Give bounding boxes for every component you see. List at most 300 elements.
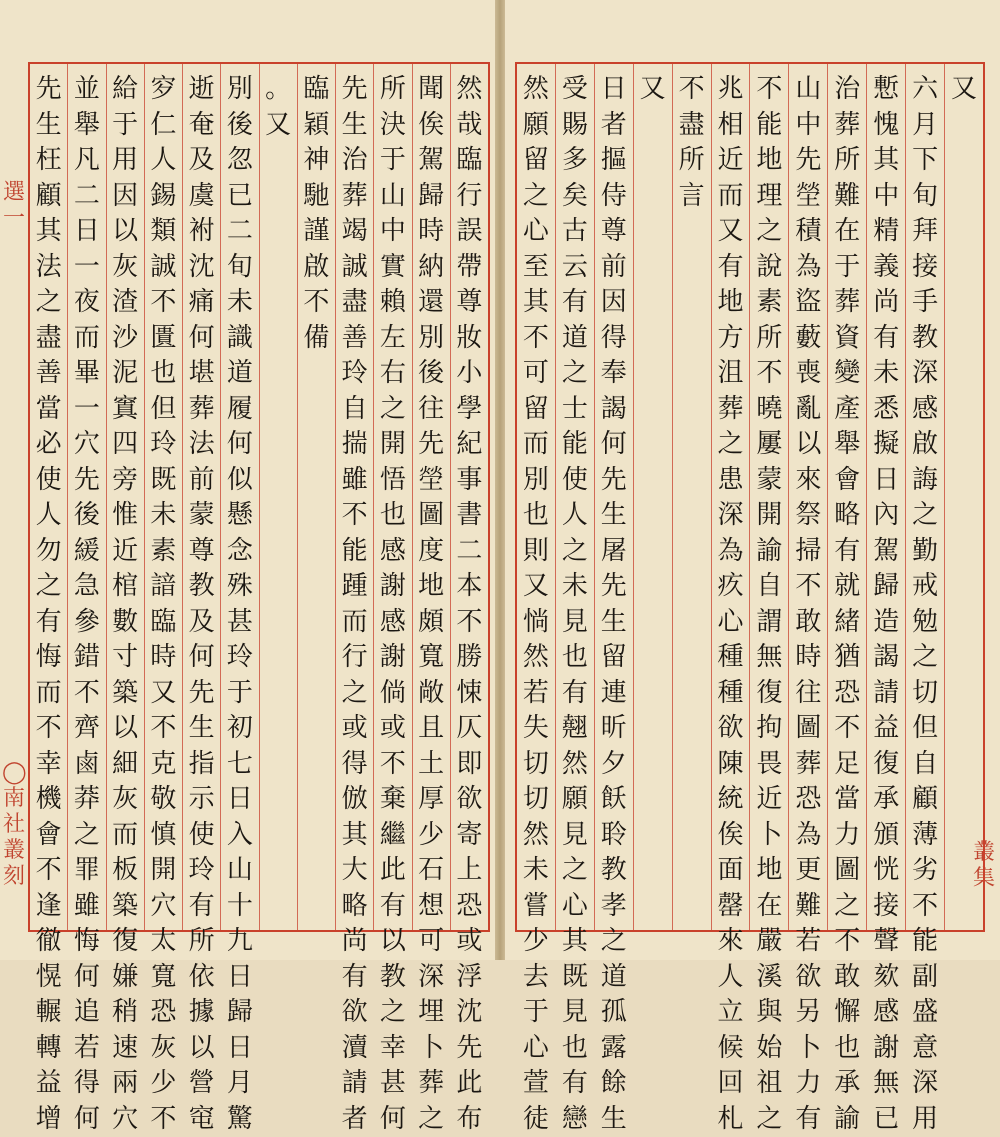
character: 有 bbox=[718, 250, 744, 286]
text-column bbox=[67, 64, 105, 930]
character: 相 bbox=[718, 108, 744, 144]
character: 逝 bbox=[189, 72, 215, 108]
character: 勤 bbox=[912, 534, 938, 570]
character: 顧 bbox=[36, 179, 62, 215]
character: 還 bbox=[418, 285, 444, 321]
character: 來 bbox=[718, 924, 744, 960]
character: 營 bbox=[189, 1066, 215, 1102]
margin-character: 南 bbox=[2, 786, 26, 812]
character: 機 bbox=[36, 782, 62, 818]
character: 摳 bbox=[601, 143, 627, 179]
character: 既 bbox=[150, 463, 176, 499]
character: 日 bbox=[227, 960, 253, 996]
character: 于 bbox=[523, 995, 549, 1031]
character: 足 bbox=[834, 747, 860, 783]
character: 在 bbox=[756, 889, 782, 925]
left-margin-imprint bbox=[2, 760, 26, 890]
character: 素 bbox=[756, 285, 782, 321]
character: 以 bbox=[112, 711, 138, 747]
character: 昕 bbox=[601, 711, 627, 747]
character: 入 bbox=[227, 818, 253, 854]
character: 得 bbox=[601, 321, 627, 357]
character: 倘 bbox=[380, 676, 406, 712]
character: 指 bbox=[189, 747, 215, 783]
character: 尚 bbox=[873, 285, 899, 321]
character: 備 bbox=[303, 321, 329, 357]
character: 一 bbox=[74, 392, 100, 428]
character: 感 bbox=[873, 995, 899, 1031]
character: 神 bbox=[303, 143, 329, 179]
character: 所 bbox=[189, 924, 215, 960]
character: 誠 bbox=[150, 250, 176, 286]
character: 奉 bbox=[601, 356, 627, 392]
character: 心 bbox=[523, 1031, 549, 1067]
character: 用 bbox=[112, 143, 138, 179]
character: 匱 bbox=[150, 321, 176, 357]
character: 又 bbox=[523, 569, 549, 605]
character: 葬 bbox=[342, 179, 368, 215]
text-column bbox=[373, 64, 411, 930]
character: 已 bbox=[227, 179, 253, 215]
character: 浮 bbox=[456, 960, 482, 996]
character: 然 bbox=[523, 640, 549, 676]
character: 生 bbox=[189, 711, 215, 747]
margin-character: ◯ bbox=[2, 760, 26, 786]
character: 不 bbox=[74, 676, 100, 712]
character: 地 bbox=[756, 143, 782, 179]
character: 先 bbox=[601, 463, 627, 499]
character: 使 bbox=[36, 463, 62, 499]
character: 更 bbox=[795, 853, 821, 889]
character: 依 bbox=[189, 960, 215, 996]
character: 不 bbox=[834, 711, 860, 747]
character: 敢 bbox=[795, 605, 821, 641]
character: 有 bbox=[189, 889, 215, 925]
character: 深 bbox=[912, 1066, 938, 1102]
character: 築 bbox=[112, 889, 138, 925]
character: 可 bbox=[523, 356, 549, 392]
character: 盛 bbox=[912, 995, 938, 1031]
character: 即 bbox=[456, 747, 482, 783]
character: 且 bbox=[418, 711, 444, 747]
character: 之 bbox=[523, 179, 549, 215]
character: 尊 bbox=[456, 285, 482, 321]
character: 小 bbox=[456, 356, 482, 392]
character: 近 bbox=[756, 782, 782, 818]
character: 本 bbox=[456, 569, 482, 605]
text-column bbox=[220, 64, 258, 930]
character: 穴 bbox=[74, 427, 100, 463]
character: 之 bbox=[912, 640, 938, 676]
character: 或 bbox=[342, 711, 368, 747]
margin-character: 集 bbox=[972, 866, 996, 892]
character: 卜 bbox=[418, 1031, 444, 1067]
character: 若 bbox=[74, 1031, 100, 1067]
character: 連 bbox=[601, 676, 627, 712]
margin-character: 一 bbox=[2, 206, 26, 232]
character: 不 bbox=[456, 605, 482, 641]
character: 又 bbox=[951, 72, 977, 108]
character: 能 bbox=[912, 924, 938, 960]
character: 所 bbox=[834, 143, 860, 179]
character: 近 bbox=[718, 143, 744, 179]
character: 于 bbox=[380, 143, 406, 179]
character: 九 bbox=[227, 924, 253, 960]
left-text-frame bbox=[28, 62, 490, 932]
character: 六 bbox=[912, 72, 938, 108]
character: 教 bbox=[380, 960, 406, 996]
character: 謹 bbox=[303, 214, 329, 250]
character: 者 bbox=[342, 1102, 368, 1137]
character: 嚴 bbox=[756, 924, 782, 960]
character: 誨 bbox=[912, 463, 938, 499]
character: 統 bbox=[718, 782, 744, 818]
character: 時 bbox=[418, 214, 444, 250]
character: 則 bbox=[523, 534, 549, 570]
text-column bbox=[944, 64, 983, 930]
character: 不 bbox=[380, 747, 406, 783]
character: 開 bbox=[756, 498, 782, 534]
character: 而 bbox=[342, 605, 368, 641]
character: 別 bbox=[523, 463, 549, 499]
character: 中 bbox=[795, 108, 821, 144]
character: 治 bbox=[342, 143, 368, 179]
text-column bbox=[866, 64, 905, 930]
character: 輾 bbox=[36, 995, 62, 1031]
character: 有 bbox=[380, 889, 406, 925]
character: 未 bbox=[873, 356, 899, 392]
character: 盡 bbox=[679, 108, 705, 144]
character: 別 bbox=[227, 72, 253, 108]
character: 葬 bbox=[718, 392, 744, 428]
character: 盜 bbox=[795, 285, 821, 321]
character: 承 bbox=[834, 1066, 860, 1102]
character: 不 bbox=[912, 889, 938, 925]
character: 賴 bbox=[380, 285, 406, 321]
character: 之 bbox=[718, 427, 744, 463]
character: 見 bbox=[562, 995, 588, 1031]
character: 無 bbox=[756, 640, 782, 676]
character: 猶 bbox=[834, 640, 860, 676]
character: 以 bbox=[795, 427, 821, 463]
character: 然 bbox=[456, 72, 482, 108]
text-column bbox=[672, 64, 711, 930]
character: 甚 bbox=[380, 1066, 406, 1102]
character: 堪 bbox=[189, 356, 215, 392]
character: 此 bbox=[456, 1066, 482, 1102]
character: 教 bbox=[189, 569, 215, 605]
character: 慙 bbox=[873, 72, 899, 108]
character: 地 bbox=[718, 285, 744, 321]
character: 雖 bbox=[342, 463, 368, 499]
character: 深 bbox=[718, 498, 744, 534]
text-column bbox=[335, 64, 373, 930]
character: 勝 bbox=[456, 640, 482, 676]
character: 徹 bbox=[36, 924, 62, 960]
character: 人 bbox=[562, 498, 588, 534]
character: 接 bbox=[873, 889, 899, 925]
character: 穎 bbox=[303, 108, 329, 144]
character: 玲 bbox=[189, 853, 215, 889]
character: 舉 bbox=[74, 108, 100, 144]
character: 能 bbox=[342, 534, 368, 570]
character: 欲 bbox=[456, 782, 482, 818]
character: 敢 bbox=[834, 960, 860, 996]
character: 陳 bbox=[718, 747, 744, 783]
character: 歸 bbox=[418, 179, 444, 215]
character: 少 bbox=[523, 924, 549, 960]
character: 謝 bbox=[873, 1031, 899, 1067]
text-column bbox=[106, 64, 144, 930]
character: 有 bbox=[562, 285, 588, 321]
character: 寬 bbox=[150, 960, 176, 996]
character: 藪 bbox=[795, 321, 821, 357]
character: 日 bbox=[227, 782, 253, 818]
character: 欲 bbox=[342, 995, 368, 1031]
character: 若 bbox=[523, 676, 549, 712]
character: 履 bbox=[227, 392, 253, 428]
text-column bbox=[633, 64, 672, 930]
character: 葬 bbox=[834, 285, 860, 321]
character: 之 bbox=[562, 853, 588, 889]
character: 幸 bbox=[36, 747, 62, 783]
character: 開 bbox=[150, 853, 176, 889]
character: 追 bbox=[74, 995, 100, 1031]
character: 數 bbox=[112, 605, 138, 641]
character: 山 bbox=[227, 853, 253, 889]
character: 深 bbox=[912, 356, 938, 392]
character: 納 bbox=[418, 250, 444, 286]
right-text-frame bbox=[515, 62, 985, 932]
character: 罄 bbox=[718, 889, 744, 925]
character: 事 bbox=[456, 463, 482, 499]
character: 其 bbox=[873, 143, 899, 179]
character: 歸 bbox=[873, 569, 899, 605]
character: 盡 bbox=[342, 285, 368, 321]
character: 為 bbox=[795, 818, 821, 854]
character: 生 bbox=[601, 498, 627, 534]
character: 尊 bbox=[601, 214, 627, 250]
character: 心 bbox=[718, 605, 744, 641]
character: 地 bbox=[756, 853, 782, 889]
character: 來 bbox=[795, 463, 821, 499]
character: 掃 bbox=[795, 534, 821, 570]
character: 所 bbox=[756, 321, 782, 357]
character: 恐 bbox=[456, 889, 482, 925]
character: 誠 bbox=[342, 250, 368, 286]
character: 念 bbox=[227, 534, 253, 570]
character: 山 bbox=[380, 179, 406, 215]
character: 倣 bbox=[342, 782, 368, 818]
character: 何 bbox=[189, 321, 215, 357]
character: 屢 bbox=[756, 427, 782, 463]
character: 但 bbox=[150, 392, 176, 428]
character: 而 bbox=[718, 179, 744, 215]
character: 未 bbox=[150, 498, 176, 534]
character: 二 bbox=[456, 534, 482, 570]
character: 素 bbox=[150, 534, 176, 570]
character: 產 bbox=[834, 392, 860, 428]
character: 必 bbox=[36, 427, 62, 463]
character: 少 bbox=[150, 1066, 176, 1102]
character: 不 bbox=[36, 853, 62, 889]
character: 然 bbox=[523, 72, 549, 108]
text-column bbox=[905, 64, 944, 930]
character: 回 bbox=[718, 1066, 744, 1102]
character: 切 bbox=[912, 676, 938, 712]
character: 仄 bbox=[456, 711, 482, 747]
character: 塋 bbox=[795, 179, 821, 215]
character: 賜 bbox=[562, 108, 588, 144]
character: 謝 bbox=[380, 640, 406, 676]
character: 兩 bbox=[112, 1066, 138, 1102]
character: 露 bbox=[601, 1031, 627, 1067]
character: 理 bbox=[756, 179, 782, 215]
character: 哉 bbox=[456, 108, 482, 144]
character: 虞 bbox=[189, 179, 215, 215]
character: 諭 bbox=[756, 534, 782, 570]
character: 既 bbox=[562, 960, 588, 996]
character: 後 bbox=[227, 108, 253, 144]
character: 劣 bbox=[912, 853, 938, 889]
character: 云 bbox=[562, 250, 588, 286]
character: 喪 bbox=[795, 356, 821, 392]
character: 何 bbox=[227, 427, 253, 463]
character: 請 bbox=[342, 1066, 368, 1102]
character: 之 bbox=[380, 392, 406, 428]
character: 當 bbox=[834, 782, 860, 818]
character: 之 bbox=[912, 498, 938, 534]
text-column bbox=[30, 64, 67, 930]
character: 先 bbox=[74, 463, 100, 499]
character: 先 bbox=[36, 72, 62, 108]
character: 生 bbox=[601, 605, 627, 641]
character: 少 bbox=[418, 818, 444, 854]
character: 何 bbox=[189, 640, 215, 676]
character: 受 bbox=[562, 72, 588, 108]
character: 盡 bbox=[36, 321, 62, 357]
character: 當 bbox=[36, 392, 62, 428]
character: 見 bbox=[562, 818, 588, 854]
character: 益 bbox=[36, 1066, 62, 1102]
character: 言 bbox=[679, 179, 705, 215]
character: 忽 bbox=[227, 143, 253, 179]
text-column bbox=[749, 64, 788, 930]
text-column bbox=[412, 64, 450, 930]
character: 日 bbox=[74, 214, 100, 250]
character: 略 bbox=[834, 498, 860, 534]
character: 感 bbox=[380, 534, 406, 570]
character: 揣 bbox=[342, 427, 368, 463]
character: 寬 bbox=[418, 640, 444, 676]
character: 願 bbox=[523, 108, 549, 144]
character: 至 bbox=[523, 250, 549, 286]
character: 之 bbox=[36, 569, 62, 605]
character: 往 bbox=[795, 676, 821, 712]
character: 沮 bbox=[718, 356, 744, 392]
character: 鹵 bbox=[74, 747, 100, 783]
character: 悚 bbox=[456, 676, 482, 712]
character: 不 bbox=[834, 924, 860, 960]
book-gutter bbox=[495, 0, 505, 960]
character: 也 bbox=[562, 1031, 588, 1067]
character: 留 bbox=[523, 143, 549, 179]
character: 尚 bbox=[342, 924, 368, 960]
character: 頗 bbox=[418, 605, 444, 641]
character: 以 bbox=[380, 924, 406, 960]
character: 七 bbox=[227, 747, 253, 783]
character: 棄 bbox=[380, 782, 406, 818]
character: 齊 bbox=[74, 711, 100, 747]
character: 葬 bbox=[418, 1066, 444, 1102]
character: 布 bbox=[456, 1102, 482, 1137]
character: 寸 bbox=[112, 640, 138, 676]
character: 留 bbox=[601, 640, 627, 676]
character: 懈 bbox=[834, 995, 860, 1031]
character: 擬 bbox=[873, 427, 899, 463]
character: 夕 bbox=[601, 747, 627, 783]
character: 會 bbox=[834, 463, 860, 499]
character: 泥 bbox=[112, 356, 138, 392]
character: 厚 bbox=[418, 782, 444, 818]
character: 但 bbox=[912, 711, 938, 747]
character: 駕 bbox=[873, 534, 899, 570]
character: 使 bbox=[189, 818, 215, 854]
character: 不 bbox=[150, 1102, 176, 1137]
character: 在 bbox=[834, 214, 860, 250]
character: 右 bbox=[380, 356, 406, 392]
character: 面 bbox=[718, 853, 744, 889]
text-column bbox=[182, 64, 220, 930]
character: 中 bbox=[380, 214, 406, 250]
character: 失 bbox=[523, 711, 549, 747]
character: 夜 bbox=[74, 285, 100, 321]
character: 也 bbox=[523, 498, 549, 534]
character: 二 bbox=[74, 179, 100, 215]
character: 地 bbox=[418, 569, 444, 605]
character: 立 bbox=[718, 995, 744, 1031]
character: 拘 bbox=[756, 711, 782, 747]
character: 人 bbox=[718, 960, 744, 996]
character: 侍 bbox=[601, 179, 627, 215]
character: 埋 bbox=[418, 995, 444, 1031]
character: 何 bbox=[380, 1102, 406, 1137]
character: 旬 bbox=[912, 179, 938, 215]
character: 灰 bbox=[112, 250, 138, 286]
character: 諭 bbox=[834, 1102, 860, 1137]
character: 大 bbox=[342, 853, 368, 889]
character: 感 bbox=[912, 392, 938, 428]
character: 太 bbox=[150, 924, 176, 960]
character: 見 bbox=[562, 605, 588, 641]
character: 自 bbox=[912, 747, 938, 783]
character: 或 bbox=[380, 711, 406, 747]
character: 急 bbox=[74, 569, 100, 605]
character: 蒙 bbox=[756, 463, 782, 499]
left-margin-label bbox=[2, 180, 26, 232]
character: 時 bbox=[795, 640, 821, 676]
character: 欲 bbox=[795, 960, 821, 996]
character: 聲 bbox=[873, 924, 899, 960]
character: 類 bbox=[150, 214, 176, 250]
character: 略 bbox=[342, 889, 368, 925]
character: 驚 bbox=[227, 1102, 253, 1137]
character: 不 bbox=[150, 711, 176, 747]
character: 治 bbox=[834, 72, 860, 108]
character: 先 bbox=[601, 569, 627, 605]
character: 敬 bbox=[150, 782, 176, 818]
character: 此 bbox=[380, 853, 406, 889]
